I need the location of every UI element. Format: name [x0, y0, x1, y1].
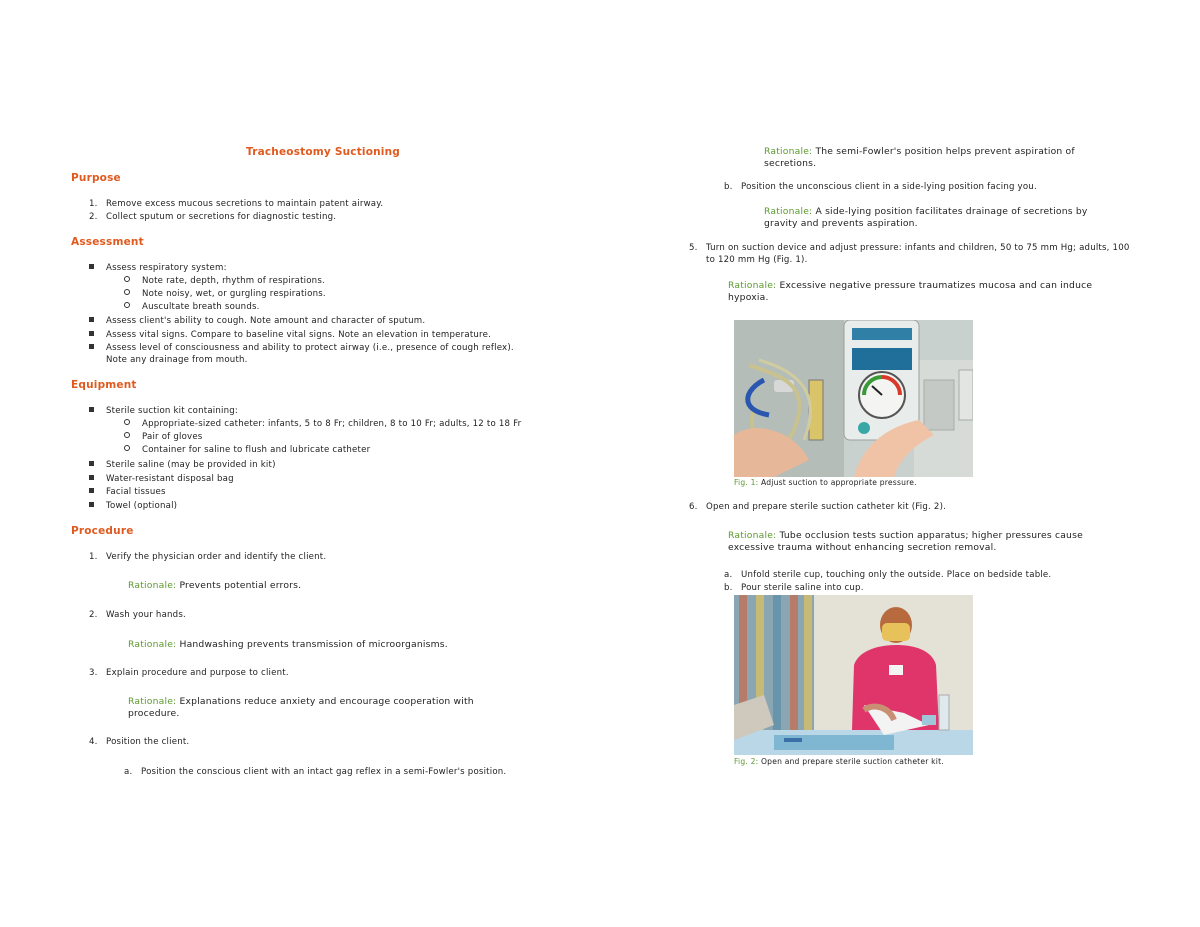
equipment-bullet-3: Water-resistant disposal bag	[89, 473, 234, 486]
step-4b-rationale-cont: gravity and prevents aspiration.	[764, 218, 918, 229]
equipment-bullet-5: Towel (optional)	[89, 500, 177, 513]
equipment-heading: Equipment	[71, 379, 137, 391]
purpose-item-1: 1. Remove excess mucous secretions to maintain patent airway.	[89, 199, 384, 209]
assessment-bullet-1: Assess respiratory system:	[89, 262, 227, 275]
equipment-bullet-4: Facial tissues	[89, 486, 166, 499]
step-5: 5. Turn on suction device and adjust pressure: infants and children, 50 to 75 mm Hg; adults, 100	[689, 243, 1130, 253]
step-1: 1. Verify the physician order and identify the client.	[89, 552, 327, 562]
assessment-sub-3: Auscultate breath sounds.	[124, 301, 260, 314]
step-6b: b. Pour sterile saline into cup.	[724, 583, 864, 593]
equipment-sub-1: Appropriate-sized catheter: infants, 5 to 8 Fr; children, 8 to 10 Fr; adults, 12 to 18 Fr	[124, 418, 521, 431]
step-2: 2. Wash your hands.	[89, 610, 186, 620]
step-3-rationale-cont: procedure.	[128, 708, 180, 719]
step-4b-rationale: Rationale: A side-lying position facilitates drainage of secretions by	[764, 206, 1088, 217]
figure-2-caption: Fig. 2: Open and prepare sterile suction catheter kit.	[734, 757, 944, 766]
step-5-cont: to 120 mm Hg (Fig. 1).	[706, 255, 808, 265]
page-title: Tracheostomy Suctioning	[246, 146, 400, 158]
step-1-rationale: Rationale: Prevents potential errors.	[128, 580, 302, 591]
figure-1-caption: Fig. 1: Adjust suction to appropriate pressure.	[734, 478, 917, 487]
assessment-bullet-4-cont: Note any drainage from mouth.	[106, 355, 248, 365]
purpose-heading: Purpose	[71, 172, 121, 184]
step-5-rationale-cont: hypoxia.	[728, 292, 769, 303]
step-6-rationale: Rationale: Tube occlusion tests suction apparatus; higher pressures cause	[728, 530, 1083, 541]
procedure-heading: Procedure	[71, 525, 134, 537]
step-2-rationale: Rationale: Handwashing prevents transmission of microorganisms.	[128, 639, 448, 650]
equipment-bullet-2: Sterile saline (may be provided in kit)	[89, 459, 276, 472]
step-6a: a. Unfold sterile cup, touching only the outside. Place on bedside table.	[724, 570, 1052, 580]
step-4a: a. Position the conscious client with an intact gag reflex in a semi-Fowler's position.	[124, 767, 507, 777]
purpose-item-2: 2. Collect sputum or secretions for diagnostic testing.	[89, 212, 337, 222]
equipment-sub-2: Pair of gloves	[124, 431, 202, 444]
step-3: 3. Explain procedure and purpose to client.	[89, 668, 289, 678]
step-6-rationale-cont: excessive trauma without enhancing secretion removal.	[728, 542, 997, 553]
step-4a-rationale: Rationale: The semi-Fowler's position helps prevent aspiration of	[764, 146, 1075, 157]
equipment-bullet-1: Sterile suction kit containing:	[89, 405, 238, 418]
step-4a-rationale-cont: secretions.	[764, 158, 817, 169]
step-3-rationale: Rationale: Explanations reduce anxiety and encourage cooperation with	[128, 696, 474, 707]
assessment-sub-2: Note noisy, wet, or gurgling respirations.	[124, 288, 326, 301]
figure-1-photo	[734, 320, 973, 477]
assessment-bullet-4: Assess level of consciousness and ability to protect airway (i.e., presence of cough reflex).	[89, 342, 514, 355]
assessment-bullet-2: Assess client's ability to cough. Note amount and character of sputum.	[89, 315, 425, 328]
step-4: 4. Position the client.	[89, 737, 190, 747]
assessment-sub-1: Note rate, depth, rhythm of respirations.	[124, 275, 325, 288]
equipment-sub-3: Container for saline to flush and lubricate catheter	[124, 444, 370, 457]
figure-2-photo	[734, 595, 973, 755]
step-5-rationale: Rationale: Excessive negative pressure traumatizes mucosa and can induce	[728, 280, 1093, 291]
assessment-bullet-3: Assess vital signs. Compare to baseline vital signs. Note an elevation in temperature.	[89, 329, 491, 342]
assessment-heading: Assessment	[71, 236, 144, 248]
step-6: 6. Open and prepare sterile suction catheter kit (Fig. 2).	[689, 502, 947, 512]
step-4b: b. Position the unconscious client in a side-lying position facing you.	[724, 182, 1037, 192]
